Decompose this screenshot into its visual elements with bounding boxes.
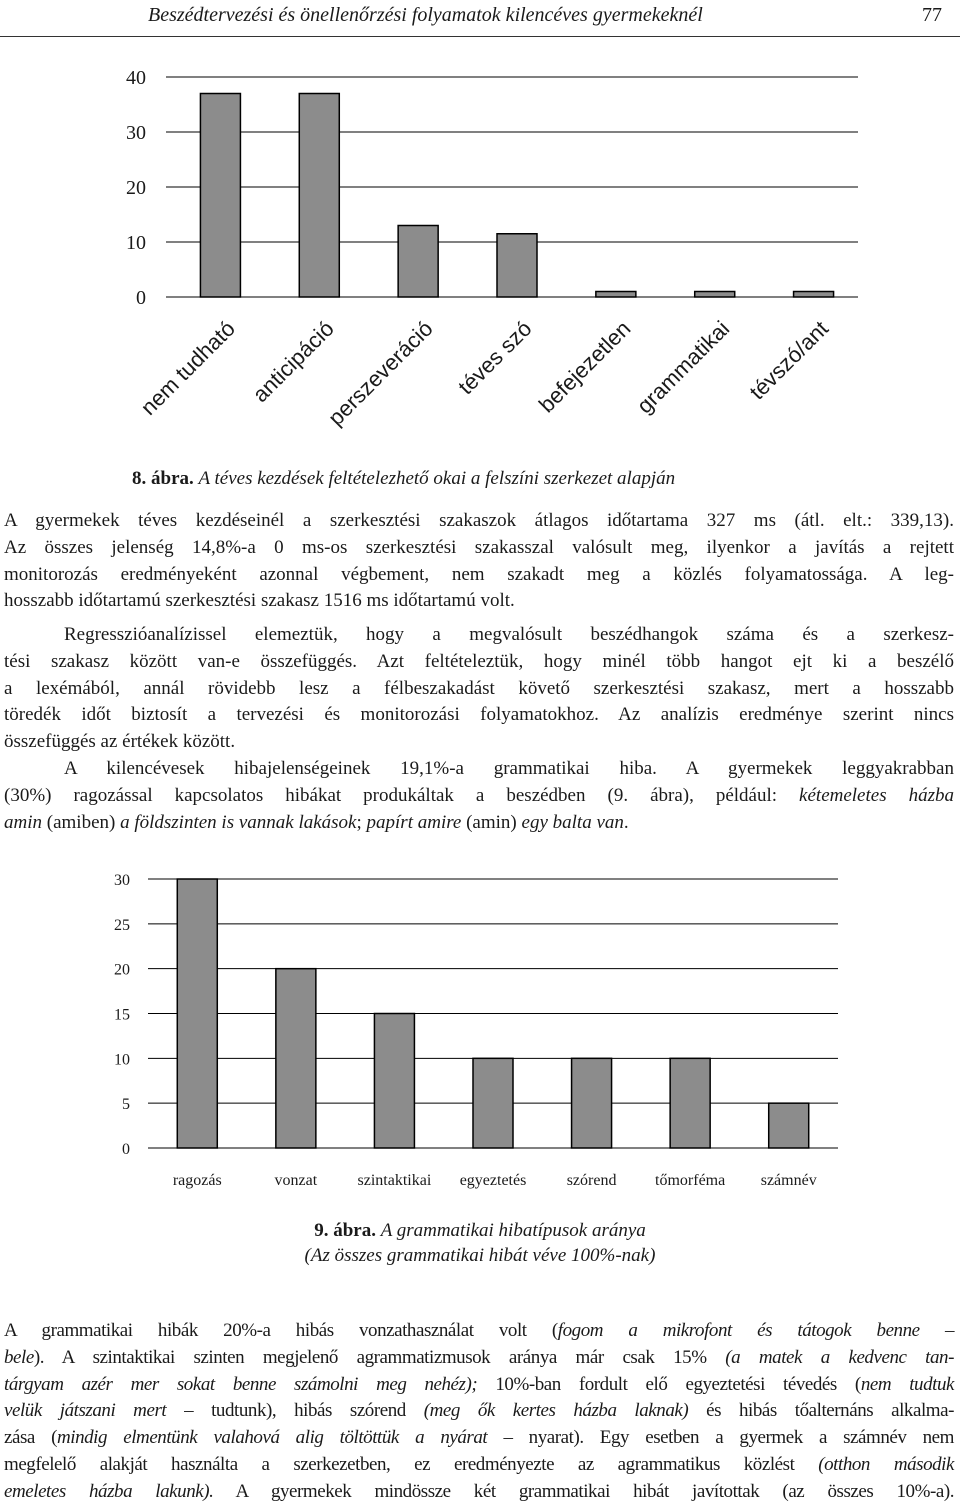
text-run: (30%) ragozással kapcsolatos hibákat produkáltak a beszédben (9. ábra), például: [4,784,800,806]
example-text: (a matek a kedvenc tan- [725,1346,954,1368]
x-category-label: egyeztetés [459,1172,527,1189]
bar [794,292,834,298]
x-category-label: számnév [760,1172,817,1189]
bar [695,292,735,298]
text-line [4,783,954,810]
paragraph-2 [4,622,954,756]
bar [670,1058,710,1148]
y-tick-label: 30 [114,872,130,889]
bar [276,969,316,1148]
figure-8-caption [132,468,675,490]
text-run: ). A szintaktikai szinten megjelenő agrammatizmusok aránya már csak 15% [33,1346,726,1368]
text-line [4,1398,954,1425]
y-tick-label: 10 [126,232,146,254]
text-line: tési szakasz között van-e összefüggés. Azt feltételeztük, hogy minél több hangot ejt ki a beszélő [4,650,954,672]
y-tick-label: 15 [114,1006,130,1024]
text-line [4,810,954,837]
text-line: a lexémából, annál rövidebb lesz a félbeszakadást követő szerkesztési szakasz, mert a hosszabb [4,677,954,699]
y-tick-label: 25 [114,916,130,934]
example-text: fogom a mikrofont és tátogok benne – [557,1320,954,1341]
text-run: és hibás tőalternáns alkalma- [688,1400,954,1422]
figure-8-label: 8. ábra. [132,468,194,489]
bar [398,226,438,298]
y-tick-label: 5 [122,1096,130,1114]
y-tick-label: 10 [114,1051,130,1069]
paragraph-4 [4,1318,954,1506]
figure-9-bar-chart [0,862,960,1212]
text-run: tudtunk), hibás szórend [193,1400,424,1422]
x-category-label: szórend [566,1172,617,1189]
page-number: 77 [922,4,942,26]
x-category-label: szintaktikai [357,1172,432,1189]
running-title: Beszédtervezési és önellenőrzési folyamatok kilencéves gyermekeknél [148,4,703,26]
x-category-label: anticipáció [247,315,339,408]
text-run: A grammatikai hibák 20%-a hibás vonzathasználat volt ( [4,1320,558,1341]
text-line [4,1452,954,1479]
text-line: hosszabb időtartamú szerkesztési szakasz 1516 ms időtartamú volt. [4,590,515,612]
text-run: (amiben) [42,811,121,833]
figure-9-title: A grammatikai hibatípusok aránya [380,1220,646,1241]
example-text: velük játszani mert – [4,1400,194,1422]
example-text: papírt amire [366,811,462,833]
text-line: töredék időt biztosít a tervezési és monitorozási folyamatokhoz. Az analízis eredménye szerint nincs [4,704,954,726]
example-text: (otthon második [818,1453,954,1475]
text-run: – nyarat). Egy esetben a gyermek a számnév nem [487,1427,954,1449]
example-text: (meg ők kertes házba laknak) [423,1400,689,1422]
example-text: egy balta van [521,811,624,833]
text-run: . [623,811,629,833]
figure-9-label: 9. ábra. [314,1220,376,1241]
text-run: (amin) [461,811,522,833]
text-line [4,1479,954,1506]
bar [374,1014,414,1149]
bar [200,94,240,298]
y-tick-label: 30 [126,122,146,144]
x-category-label: vonzat [274,1172,318,1189]
x-category-label: befejezetlen [533,315,636,418]
example-text: nem tudtuk [860,1373,954,1395]
x-category-label: grammatikai [631,315,735,419]
text-line [4,1345,954,1372]
text-line: Regresszióanalízissel elemeztük, hogy a megvalósult beszédhangok száma és a szerkesz- [64,624,954,645]
figure-8-title: A téves kezdések feltételezhető okai a felszíni szerkezet alapján [198,468,676,489]
x-category-label: perszeveráció [323,315,438,431]
bar [177,879,217,1148]
text-line: A kilencévesek hibajelenségeinek 19,1%-a grammatikai hiba. A gyermekek leggyakrabban [64,758,954,779]
example-text: emeletes házba lakunk). [4,1480,214,1502]
text-line [4,1425,954,1452]
x-category-label: téves szó [453,315,537,400]
text-line: A gyermekek téves kezdéseinél a szerkesztési szakaszok átlagos időtartama 327 ms (átl. elt.: 339,13). [4,510,954,531]
x-category-label: nem tudható [135,315,240,421]
text-line: monitorozás eredményeként azonnal végbement, nem szakadt meg a közlés folyamatossága. A leg- [4,563,954,585]
y-tick-label: 0 [136,287,146,309]
x-category-label: tőmorféma [655,1172,726,1189]
text-line [4,1372,954,1399]
bar [497,234,537,297]
text-line: Az összes jelenség 14,8%-a 0 ms-os szerkesztési szakasszal valósult meg, ilyenkor a javítás a rejtett [4,536,954,558]
example-text: bele [4,1346,34,1368]
text-line: összefüggés az értékek között. [4,731,236,753]
y-tick-label: 40 [126,67,146,89]
example-text: amin [4,811,42,833]
text-run: zása ( [4,1427,57,1449]
bar [769,1103,809,1148]
bar [473,1058,513,1148]
text-run: ; [356,811,367,833]
y-tick-label: 20 [114,961,130,979]
example-text: tárgyam azér mer sokat benne számolni meg nehéz); [4,1373,478,1395]
y-tick-label: 0 [122,1141,130,1158]
text-run: megfelelő alakját használta a szerkezetben, ez eredményezte az agrammatikus közlést [4,1453,819,1475]
x-category-label: tévszó/ant [744,315,834,405]
bar [299,94,339,298]
figure-9-subtitle: (Az összes grammatikai hibát véve 100%-nak) [304,1245,656,1266]
x-category-label: ragozás [172,1172,222,1189]
example-text: kétemeletes házba [799,784,954,806]
page-header [0,0,960,37]
bar [596,292,636,298]
example-text: mindig elmentünk valahová alig töltöttük a nyárat [56,1427,488,1449]
paragraph-1 [4,508,954,615]
text-line [4,1318,954,1345]
text-run: A gyermekek mindössze két grammatikai hibát javítottak (az összes 10%-a). [213,1480,954,1502]
example-text: a földszinten is vannak lakások [120,811,357,833]
figure-9-caption [0,1220,960,1267]
text-run: 10%-ban fordult elő egyeztetési tévedés ( [477,1373,861,1395]
bar [572,1058,612,1148]
paragraph-3 [4,756,954,836]
figure-8-bar-chart [0,40,960,490]
y-tick-label: 20 [126,177,146,199]
